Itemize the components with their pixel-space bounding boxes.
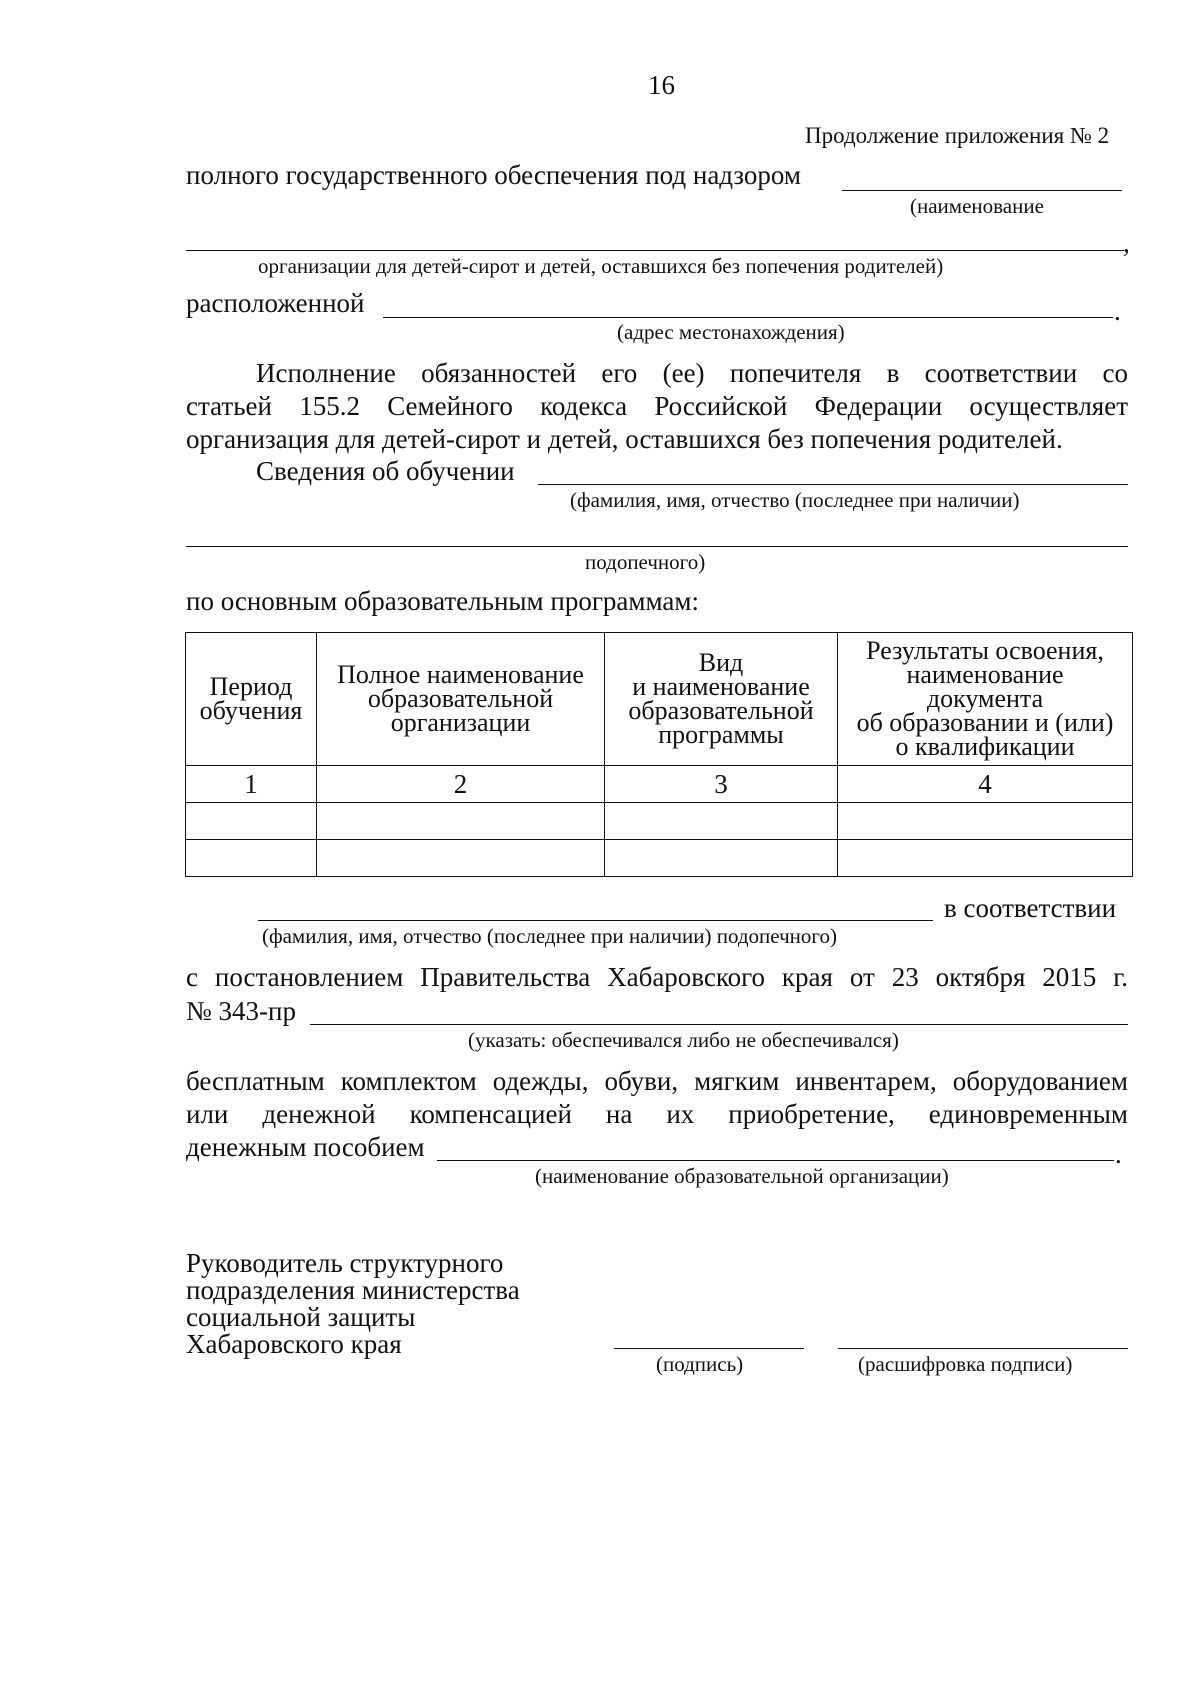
signatory-position	[186, 1250, 520, 1358]
header-institution-line-2: образовательной	[367, 684, 554, 713]
address-field[interactable]	[383, 317, 1113, 318]
provision-status-field[interactable]	[310, 1024, 1128, 1025]
table-cell[interactable]	[605, 803, 838, 840]
header-program-line-3: образовательной	[628, 696, 814, 725]
signature-decode-field[interactable]	[838, 1348, 1128, 1349]
located-label: расположенной	[186, 288, 365, 318]
paragraph-line-1: Исполнение обязанностей его (ее) попечителя в соответствии со	[256, 358, 1128, 388]
education-table	[185, 632, 1133, 877]
header-program-line-1: Вид	[698, 648, 744, 677]
institution-type-hint: организации для детей-сирот и детей, оставшихся без попечения родителей)	[258, 254, 944, 278]
appendix-note: Продолжение приложения № 2	[805, 123, 1110, 148]
period: .	[1115, 1139, 1122, 1169]
column-number: 4	[838, 766, 1133, 803]
table-cell[interactable]	[186, 803, 317, 840]
signature-field[interactable]	[614, 1348, 804, 1349]
header-period-line-1: Период	[209, 672, 293, 701]
table-cell[interactable]	[838, 803, 1133, 840]
ward-name-hint-3: (фамилия, имя, отчество (последнее при наличии) подопечного)	[262, 924, 837, 948]
provision-line-2: или денежной компенсацией на их приобретение, единовременным	[186, 1099, 1128, 1129]
column-number: 1	[186, 766, 317, 803]
header-institution	[317, 633, 605, 766]
programs-label: по основным образовательным программам:	[186, 586, 699, 616]
paragraph-line-2: статьей 155.2 Семейного кодекса Российской Федерации осуществляет	[186, 391, 1128, 421]
address-hint: (адрес местонахождения)	[617, 320, 845, 344]
provision-status-hint: (указать: обеспечивался либо не обеспечивался)	[468, 1028, 899, 1052]
signatory-line-1: Руководитель структурного	[186, 1248, 504, 1278]
signature-hint: (подпись)	[656, 1352, 744, 1376]
page-number: 16	[648, 70, 675, 100]
header-results-line-5: о квалификации	[895, 732, 1075, 761]
header-results-line-2: наименование	[906, 660, 1064, 689]
header-results-line-4: об образовании и (или)	[856, 708, 1114, 737]
ward-name-field-3[interactable]	[258, 920, 933, 921]
ward-name-hint: (фамилия, имя, отчество (последнее при наличии)	[570, 488, 1020, 512]
decree-number: № 343-пр	[186, 996, 296, 1026]
comma: ,	[1123, 228, 1130, 258]
in-accordance-text: в соответствии	[944, 893, 1117, 923]
table-cell[interactable]	[317, 803, 605, 840]
table-cell[interactable]	[605, 840, 838, 877]
provision-line-1: бесплатным комплектом одежды, обуви, мягким инвентарем, оборудованием	[186, 1066, 1128, 1096]
header-program-line-2: и наименование	[632, 672, 810, 701]
ward-name-field-2[interactable]	[186, 546, 1128, 547]
signature-decode-hint: (расшифровка подписи)	[858, 1352, 1073, 1376]
table-cell[interactable]	[838, 840, 1133, 877]
education-label: Сведения об обучении	[256, 456, 515, 486]
column-number: 2	[317, 766, 605, 803]
table-cell[interactable]	[186, 840, 317, 877]
organization-hint: (наименование образовательной организации)	[535, 1164, 949, 1188]
ward-name-field[interactable]	[538, 484, 1128, 485]
institution-name-hint: (наименование	[910, 194, 1044, 218]
column-number: 3	[605, 766, 838, 803]
signatory-line-4: Хабаровского края	[186, 1329, 402, 1359]
institution-name-field-2[interactable]	[186, 250, 1124, 251]
institution-line-text: полного государственного обеспечения под надзором	[186, 160, 801, 190]
header-program	[605, 633, 838, 766]
header-period	[186, 633, 317, 766]
header-period-line-2: обучения	[199, 696, 303, 725]
header-institution-line-1: Полное наименование	[337, 660, 584, 689]
period: .	[1114, 296, 1121, 326]
provision-line-3: денежным пособием	[186, 1132, 425, 1162]
header-institution-line-3: организации	[390, 708, 531, 737]
header-results-line-1: Результаты освоения,	[866, 636, 1104, 665]
header-results	[838, 633, 1133, 766]
organization-field[interactable]	[437, 1160, 1114, 1161]
decree-text: с постановлением Правительства Хабаровского края от 23 октября 2015 г.	[186, 962, 1128, 992]
table-cell[interactable]	[317, 840, 605, 877]
header-program-line-4: программы	[658, 720, 784, 749]
header-results-line-3: документа	[926, 684, 1044, 713]
ward-hint-2: подопечного)	[585, 550, 706, 574]
paragraph-line-3: организация для детей-сирот и детей, оставшихся без попечения родителей.	[186, 424, 1063, 454]
signatory-line-3: социальной защиты	[186, 1302, 416, 1332]
institution-name-field[interactable]	[842, 190, 1122, 191]
signatory-line-2: подразделения министерства	[186, 1275, 520, 1305]
